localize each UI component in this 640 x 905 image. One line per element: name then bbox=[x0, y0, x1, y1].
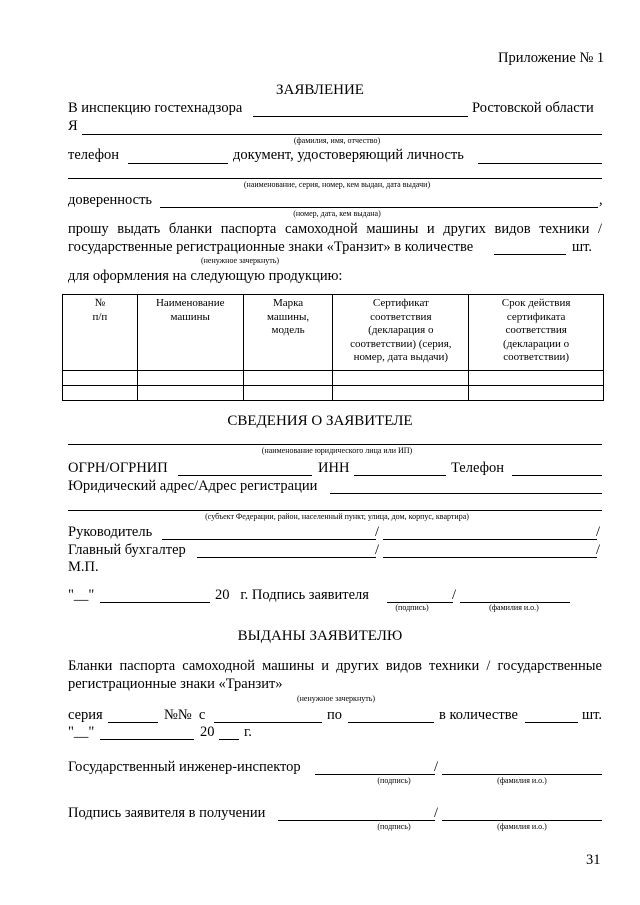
quantity-unit: шт. bbox=[572, 239, 593, 255]
page-title: ЗАЯВЛЕНИЕ bbox=[276, 82, 364, 98]
signature-hint: (подпись) bbox=[395, 603, 429, 612]
request-text-line2: государственные регистрационные знаки «Транзит» в количестве bbox=[68, 239, 474, 255]
receipt-signature-hint: (подпись) bbox=[377, 822, 411, 831]
number-to-field[interactable] bbox=[348, 722, 434, 723]
director-label: Руководитель bbox=[68, 524, 153, 540]
table-header-row bbox=[63, 295, 604, 371]
table-cell[interactable] bbox=[333, 386, 469, 401]
col-validity-header: Срок действия сертификата соответствия (декларации о соответствии) bbox=[469, 295, 604, 371]
applicant-sign-label: 20 г. Подпись заявителя bbox=[215, 587, 369, 603]
director-slash: / bbox=[375, 524, 380, 540]
phone-label: телефон bbox=[68, 147, 120, 163]
col-certificate-header: Сертификат соответствия (декларация о соответствии) (серия, номер, дата выдачи) bbox=[333, 295, 469, 371]
date-month-field[interactable] bbox=[100, 602, 210, 603]
table-cell[interactable] bbox=[243, 371, 333, 386]
address-field-line2[interactable] bbox=[68, 510, 602, 511]
inspector-name-hint: (фамилия и.о.) bbox=[497, 776, 547, 785]
accountant-slash: / bbox=[375, 542, 380, 558]
inspection-label: В инспекцию гостехнадзора bbox=[68, 100, 243, 116]
strike-out-hint: (ненужное зачеркнуть) bbox=[200, 256, 280, 265]
numbers-from-label: №№ с bbox=[164, 707, 206, 723]
col-brand-header: Марка машины, модель bbox=[243, 295, 333, 371]
applicant-phone-field[interactable] bbox=[512, 475, 602, 476]
inspector-signature-hint: (подпись) bbox=[377, 776, 411, 785]
receipt-slash: / bbox=[434, 805, 439, 821]
inn-label: ИНН bbox=[318, 460, 350, 476]
applicant-i-label: Я bbox=[68, 118, 78, 134]
director-signature-field[interactable] bbox=[162, 539, 376, 540]
comma: , bbox=[599, 192, 603, 208]
issued-strike-hint: (ненужное зачеркнуть) bbox=[296, 694, 376, 703]
inn-field[interactable] bbox=[354, 475, 446, 476]
issued-quantity-label: в количестве bbox=[439, 707, 518, 723]
issued-section-title: ВЫДАНЫ ЗАЯВИТЕЛЮ bbox=[237, 628, 403, 644]
table-cell[interactable] bbox=[469, 371, 604, 386]
inspection-field[interactable] bbox=[253, 116, 468, 117]
table-cell[interactable] bbox=[63, 386, 138, 401]
fullname-field[interactable] bbox=[82, 134, 602, 135]
power-of-attorney-hint: (номер, дата, кем выдана) bbox=[293, 209, 381, 218]
appendix-label: Приложение № 1 bbox=[498, 50, 605, 66]
issued-text-line1: Бланки паспорта самоходной машины и других видов техники / государственные bbox=[68, 658, 602, 674]
numbers-to-label: по bbox=[327, 707, 343, 723]
power-of-attorney-label: доверенность bbox=[68, 192, 153, 208]
receipt-name-hint: (фамилия и.о.) bbox=[497, 822, 547, 831]
issued-g-label: г. bbox=[244, 724, 252, 740]
table-cell[interactable] bbox=[243, 386, 333, 401]
receipt-signature-field[interactable] bbox=[278, 820, 435, 821]
date-day-quote: "__" bbox=[68, 587, 95, 603]
id-document-details-field[interactable] bbox=[68, 178, 602, 179]
director-name-field[interactable] bbox=[383, 539, 597, 540]
receipt-label: Подпись заявителя в получении bbox=[68, 805, 266, 821]
table-row bbox=[63, 386, 604, 401]
issued-year-field[interactable] bbox=[219, 739, 239, 740]
applicant-name-field[interactable] bbox=[68, 444, 602, 445]
issued-quantity-unit: шт. bbox=[582, 707, 603, 723]
accountant-signature-field[interactable] bbox=[197, 557, 376, 558]
ogrn-label: ОГРН/ОГРНИП bbox=[68, 460, 168, 476]
products-table bbox=[62, 294, 604, 401]
col-machine-name-header: Наименование машины bbox=[137, 295, 243, 371]
accountant-name-field[interactable] bbox=[383, 557, 597, 558]
stamp-label: М.П. bbox=[68, 559, 99, 575]
applicant-phone-label: Телефон bbox=[451, 460, 504, 476]
request-text-line1: прошу выдать бланки паспорта самоходной машины и других видов техники / bbox=[68, 221, 602, 237]
issued-text-line2: регистрационные знаки «Транзит» bbox=[68, 676, 283, 692]
inspector-name-field[interactable] bbox=[442, 774, 602, 775]
id-document-label: документ, удостоверяющий личность bbox=[233, 147, 464, 163]
table-cell[interactable] bbox=[333, 371, 469, 386]
number-from-field[interactable] bbox=[214, 722, 322, 723]
inspector-label: Государственный инженер-инспектор bbox=[68, 759, 301, 775]
id-document-field[interactable] bbox=[478, 163, 602, 164]
col-number-header: № п/п bbox=[63, 295, 138, 371]
issued-date-quote: "__" bbox=[68, 724, 95, 740]
id-document-hint: (наименование, серия, номер, кем выдан, дата выдачи) bbox=[243, 180, 431, 189]
table-cell[interactable] bbox=[137, 371, 243, 386]
applicant-name-hint: (наименование юридического лица или ИП) bbox=[261, 446, 413, 455]
table-cell[interactable] bbox=[63, 371, 138, 386]
chief-accountant-label: Главный бухгалтер bbox=[68, 542, 186, 558]
series-field[interactable] bbox=[108, 722, 158, 723]
table-cell[interactable] bbox=[469, 386, 604, 401]
page-number: 31 bbox=[586, 852, 601, 868]
issued-quantity-field[interactable] bbox=[525, 722, 578, 723]
table-cell[interactable] bbox=[137, 386, 243, 401]
receipt-name-field[interactable] bbox=[442, 820, 602, 821]
issued-year-label: 20 bbox=[200, 724, 215, 740]
applicant-sign-slash: / bbox=[452, 587, 457, 603]
applicant-section-title: СВЕДЕНИЯ О ЗАЯВИТЕЛЕ bbox=[227, 413, 413, 429]
fullname-hint: (фамилия, имя, отчество) bbox=[293, 136, 381, 145]
request-text-line3: для оформления на следующую продукцию: bbox=[68, 268, 343, 284]
quantity-field[interactable] bbox=[494, 254, 566, 255]
address-label: Юридический адрес/Адрес регистрации bbox=[68, 478, 318, 494]
phone-field[interactable] bbox=[128, 163, 228, 164]
address-field[interactable] bbox=[330, 493, 602, 494]
region-label: Ростовской области bbox=[472, 100, 594, 116]
inspector-signature-field[interactable] bbox=[315, 774, 435, 775]
address-hint: (субъект Федерации, район, населенный пункт, улица, дом, корпус, квартира) bbox=[205, 512, 469, 521]
inspector-slash: / bbox=[434, 759, 439, 775]
table-row bbox=[63, 371, 604, 386]
ogrn-field[interactable] bbox=[178, 475, 312, 476]
power-of-attorney-field[interactable] bbox=[160, 207, 598, 208]
issued-month-field[interactable] bbox=[100, 739, 194, 740]
accountant-slash-end: / bbox=[596, 542, 601, 558]
name-hint: (фамилия и.о.) bbox=[489, 603, 539, 612]
series-label: серия bbox=[68, 707, 103, 723]
director-slash-end: / bbox=[596, 524, 601, 540]
